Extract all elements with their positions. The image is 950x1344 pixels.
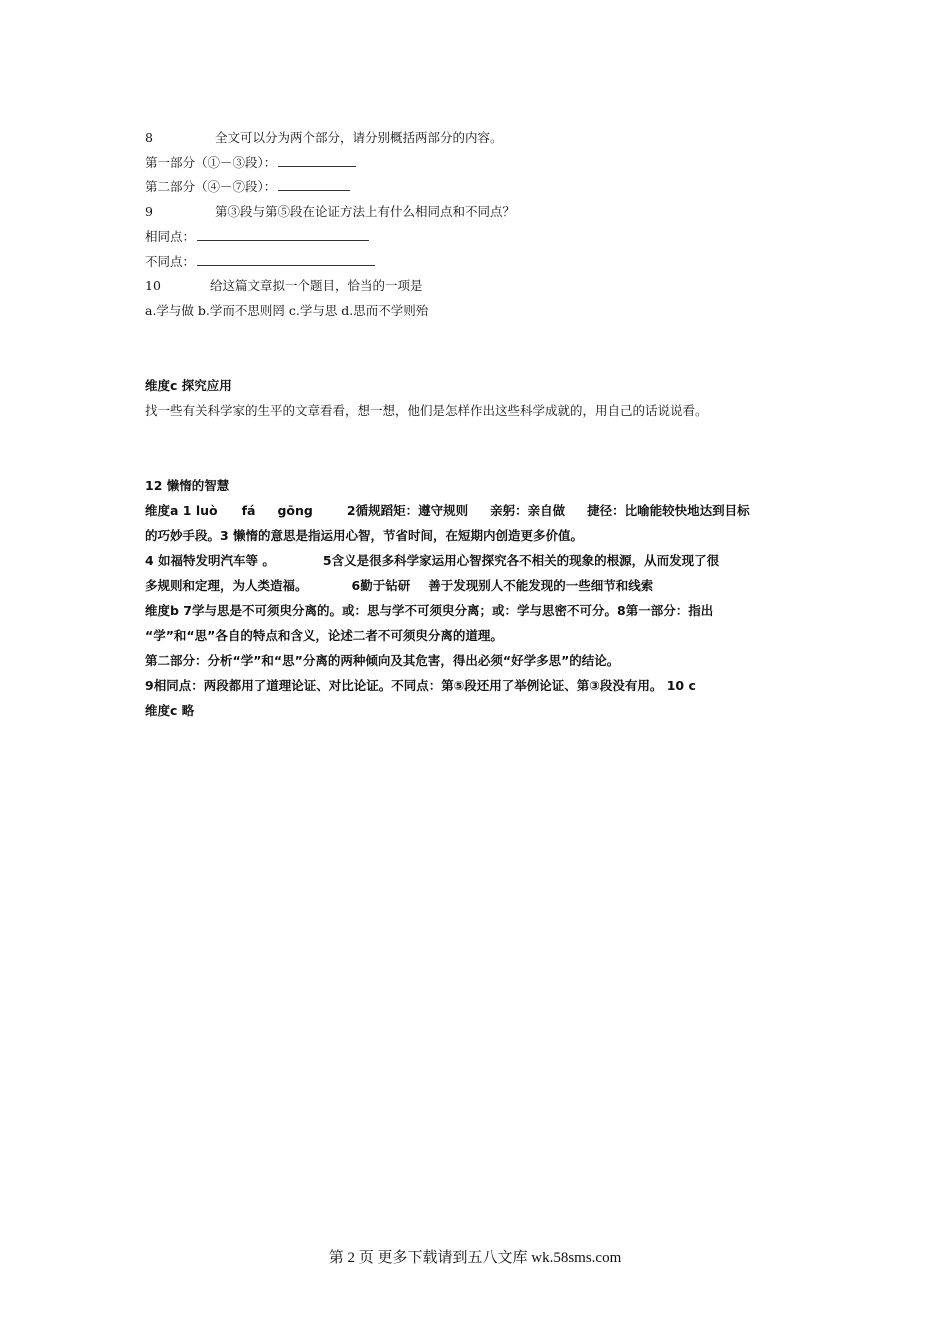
q10-options: a.学与做 b.学而不思则罔 c.学与思 d.思而不学则殆 [145, 303, 429, 318]
question-number: 9 [145, 204, 153, 219]
answer-line: 第二部分：分析“学”和“思”分离的两种倾向及其危害，得出必须“好学多思”的结论。 [145, 653, 620, 668]
question-text: 全文可以分为两个部分，请分别概括两部分的内容。 [215, 130, 503, 145]
question-9 [145, 203, 515, 221]
answer-blank [278, 154, 356, 167]
answer-line [145, 502, 750, 520]
answer-blank [197, 228, 369, 241]
answer-segment: 亲躬：亲自做 [490, 503, 566, 518]
answer-blank [278, 178, 350, 191]
question-8 [145, 129, 503, 147]
answer-line: 9相同点：两段都用了道理论证、对比论证。不同点：第⑤段还用了举例论证、第③段没有用。 10 c [145, 678, 696, 693]
answer-line: 维度c 略 [145, 703, 195, 718]
answer-segment: gōng [277, 503, 313, 518]
answer-segment: 捷径：比喻能较快地达到目标 [587, 503, 750, 518]
section-c-heading: 维度c 探究应用 [145, 378, 232, 393]
answers-title: 12 懒惰的智慧 [145, 478, 230, 493]
answer-segment: 2循规蹈矩：遵守规则 [346, 503, 469, 518]
answer-segment: 善于发现别人不能发现的一些细节和线索 [428, 578, 654, 593]
answer-line: 维度b 7学与思是不可须臾分离的。或：思与学不可须臾分离；或：学与思密不可分。8第一部分：指出 [145, 603, 714, 618]
question-10 [145, 277, 423, 295]
answer-segment: 4 如福特发明汽车等 。 [145, 553, 275, 568]
question-text: 给这篇文章拟一个题目，恰当的一项是 [210, 278, 423, 293]
question-number: 8 [145, 130, 153, 145]
q8-part1-line [145, 154, 356, 172]
answer-segment: 维度a 1 luò [145, 503, 218, 518]
answer-blank [197, 253, 375, 266]
answer-segment: 6勤于钻研 [351, 578, 411, 593]
answer-segment: 多规则和定理，为人类造福。 [145, 578, 308, 593]
answer-segment: fá [241, 503, 256, 518]
part2-label: 第二部分（④－⑦段）： [145, 179, 277, 194]
answer-segment: 5含义是很多科学家运用心智探究各不相关的现象的根源，从而发现了很 [322, 553, 720, 568]
part1-label: 第一部分（①－③段）： [145, 155, 277, 170]
answer-line [145, 577, 653, 595]
diff-label: 不同点： [145, 254, 196, 269]
answer-line: 的巧妙手段。3 懒惰的意思是指运用心智，节省时间，在短期内创造更多价值。 [145, 528, 584, 543]
section-c-text: 找一些有关科学家的生平的文章看看，想一想，他们是怎样作出这些科学成就的，用自己的话说说看。 [145, 403, 708, 418]
answer-line [145, 552, 719, 570]
question-number: 10 [145, 278, 161, 293]
page-footer: 第 2 页 更多下载请到五八文库 wk.58sms.com [328, 1250, 622, 1266]
q9-same-line [145, 228, 369, 246]
answer-line: “学”和“思”各自的特点和含义，论述二者不可须臾分离的道理。 [145, 628, 503, 643]
q8-part2-line [145, 178, 350, 196]
q9-diff-line [145, 253, 375, 271]
question-text: 第③段与第⑤段在论证方法上有什么相同点和不同点？ [215, 204, 516, 219]
same-label: 相同点： [145, 229, 196, 244]
